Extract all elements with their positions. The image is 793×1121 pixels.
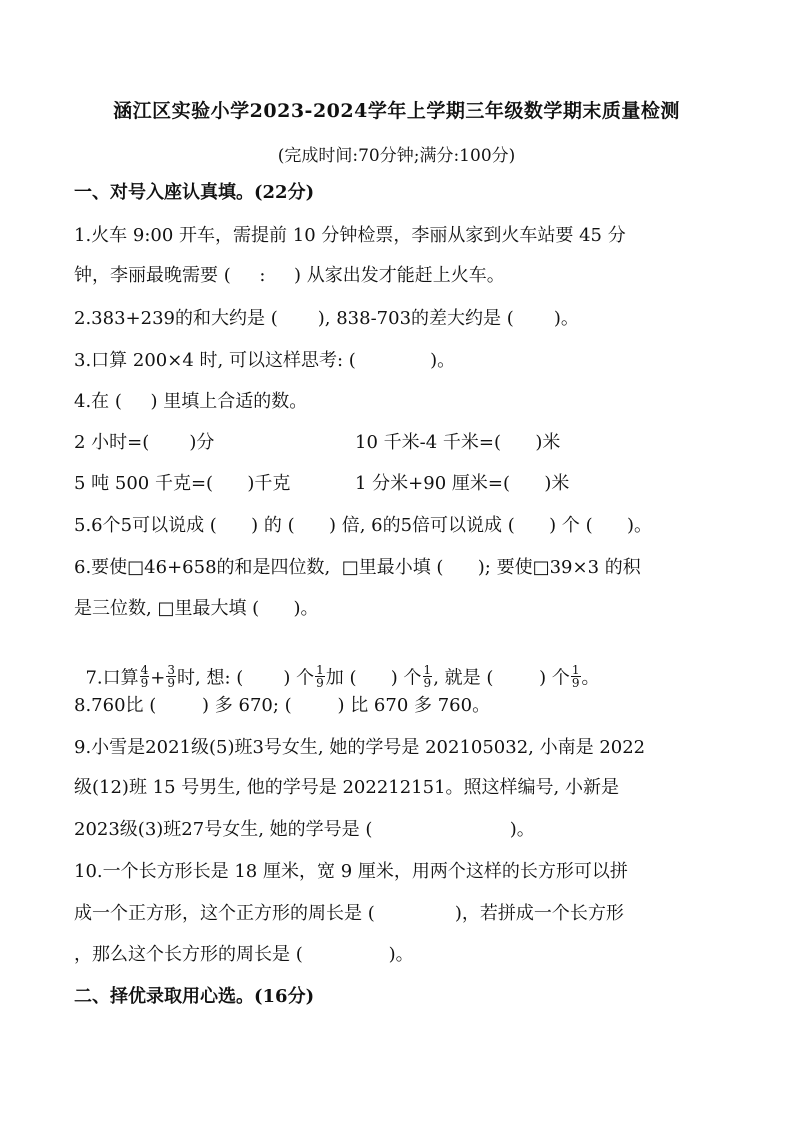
question-4-item-dm: 1 分米+90 厘米=( )米 xyxy=(355,473,570,494)
question-9-line-1: 9.小雪是2021级(5)班3号女生, 她的学号是 202105032, 小南是 2022 xyxy=(74,737,646,758)
question-1-line-1: 1.火车 9:00 开车，需提前 10 分钟检票，李丽从家到火车站要 45 分 xyxy=(74,225,626,246)
q7-mid-3: , 就是 ( ) 个 xyxy=(433,667,570,689)
fraction-1-9-c: $\frac{1}{9}$ xyxy=(571,663,580,690)
q7-prefix: 7.口算 xyxy=(85,667,139,689)
question-4-item-km: 10 千米-4 千米=( )米 xyxy=(355,432,561,453)
exam-subtitle: (完成时间:70分钟;满分:100分) xyxy=(277,146,516,166)
question-9-line-3: 2023级(3)班27号女生, 她的学号是 ( )。 xyxy=(74,819,535,840)
fraction-4-9: $\frac{4}{9}$ xyxy=(140,663,149,690)
question-10-line-2: 成一个正方形，这个正方形的周长是 ( )，若拼成一个长方形 xyxy=(74,903,624,924)
q7-mid-2: 加 ( ) 个 xyxy=(325,667,422,689)
question-4-item-tons: 5 吨 500 千克=( )千克 xyxy=(74,473,291,494)
q7-plus: + xyxy=(150,667,166,689)
question-4-item-hours: 2 小时=( )分 xyxy=(74,432,215,453)
fraction-3-9: $\frac{3}{9}$ xyxy=(167,663,176,690)
question-2: 2.383+239的和大约是 ( ), 838-703的差大约是 ( )。 xyxy=(74,308,579,329)
q7-mid-1: 时, 想: ( ) 个 xyxy=(177,667,315,689)
fraction-1-9-b: $\frac{1}{9}$ xyxy=(423,663,432,690)
question-8: 8.760比 ( ) 多 670; ( ) 比 670 多 760。 xyxy=(74,695,491,716)
question-7 xyxy=(74,642,600,691)
question-10-line-3: ，那么这个长方形的周长是 ( )。 xyxy=(74,944,414,965)
question-6-line-2: 是三位数, □里最大填 ( )。 xyxy=(74,598,319,619)
section-2-heading: 二、择优录取用心选。(16分) xyxy=(74,986,315,1007)
q7-suffix: 。 xyxy=(581,667,600,689)
exam-title: 涵江区实验小学2023-2024学年上学期三年级数学期末质量检测 xyxy=(113,100,680,122)
question-3: 3.口算 200×4 时, 可以这样思考: ( )。 xyxy=(74,350,456,371)
section-1-heading: 一、对号入座认真填。(22分) xyxy=(74,182,315,203)
question-5: 5.6个5可以说成 ( ) 的 ( ) 倍, 6的5倍可以说成 ( ) 个 ( )。 xyxy=(74,515,652,536)
question-4: 4.在 ( ) 里填上合适的数。 xyxy=(74,391,308,412)
question-10-line-1: 10.一个长方形长是 18 厘米，宽 9 厘米，用两个这样的长方形可以拼 xyxy=(74,861,628,882)
question-9-line-2: 级(12)班 15 号男生, 他的学号是 202212151。照这样编号, 小新是 xyxy=(74,777,619,798)
question-1-line-2: 钟，李丽最晚需要 ( : ) 从家出发才能赶上火车。 xyxy=(74,265,505,286)
fraction-1-9-a: $\frac{1}{9}$ xyxy=(316,663,324,690)
question-6-line-1: 6.要使□46+658的和是四位数, □里最小填 ( ); 要使□39×3 的积 xyxy=(74,557,641,578)
